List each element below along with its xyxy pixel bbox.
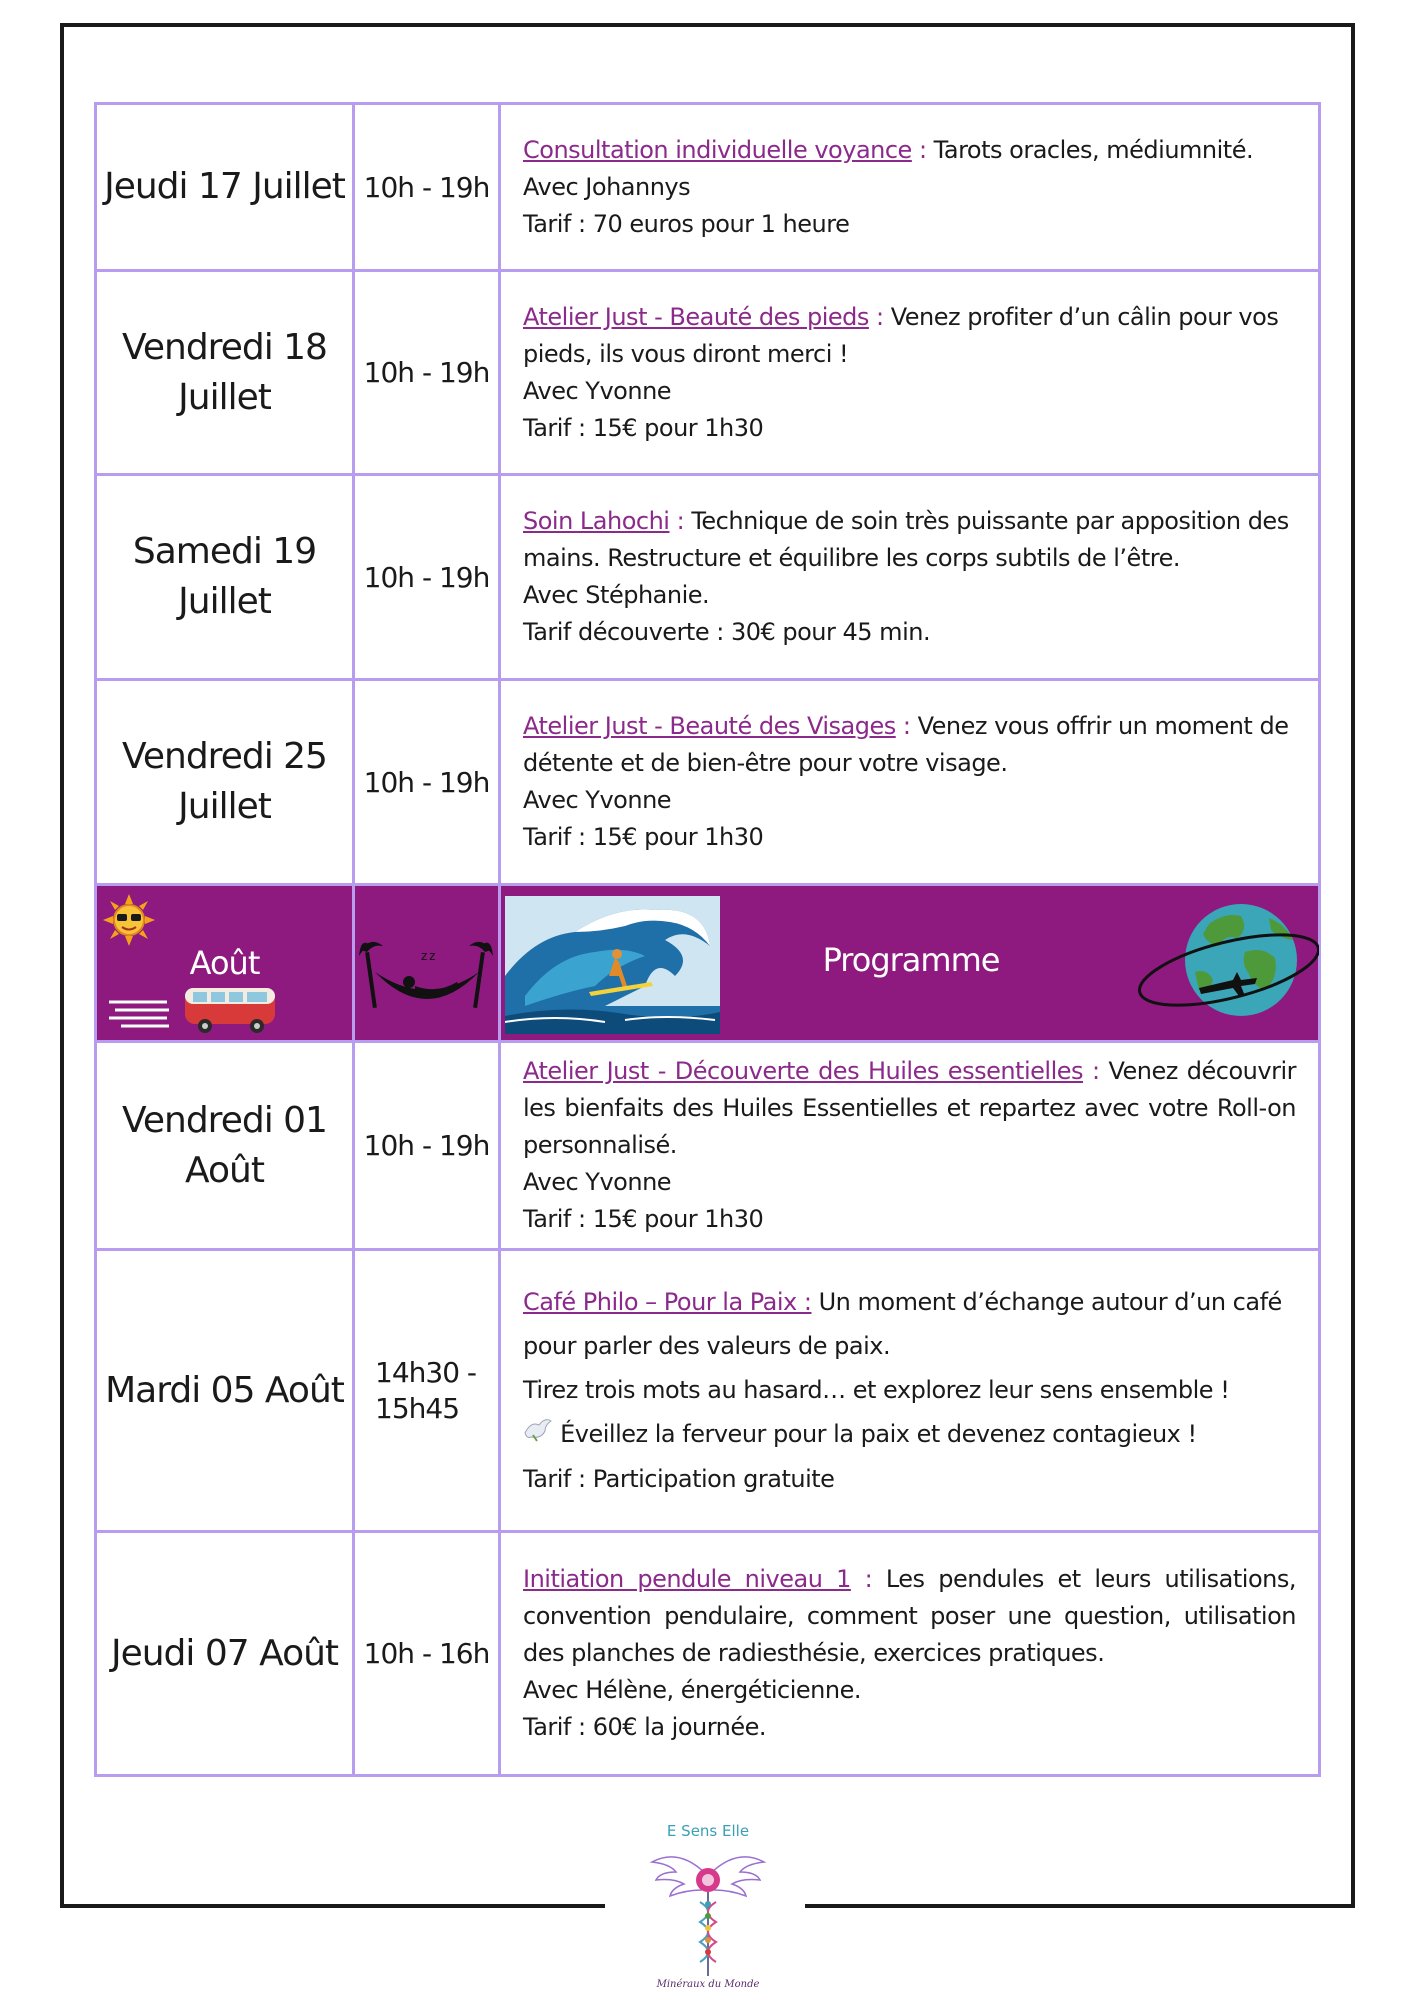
event-date: Jeudi 07 Août xyxy=(96,1532,354,1776)
globe-plane-icon xyxy=(1129,894,1319,1032)
table-row xyxy=(96,104,1320,271)
month-header-row xyxy=(96,885,1320,1042)
dove-icon xyxy=(523,1413,553,1457)
brand-logo xyxy=(648,1822,768,1997)
event-date: Vendredi 25 Juillet xyxy=(96,680,354,885)
event-date: Mardi 05 Août xyxy=(96,1250,354,1532)
event-title-link[interactable]: Atelier Just - Beauté des Visages xyxy=(523,712,896,740)
event-time: 10h - 19h xyxy=(354,1042,500,1250)
event-description: Atelier Just - Beauté des pieds : Venez profiter d’un câlin pour vos pieds, ils vous diront merci ! Avec Yvonne Tarif : 15€ pour 1h30 xyxy=(500,271,1320,475)
event-description: Soin Lahochi : Technique de soin très puissante par apposition des mains. Restructure et équilibre les corps subtils de l’être. Avec Stéphanie. Tarif découverte : 30€ pour 45 min. xyxy=(500,475,1320,680)
event-time: 10h - 19h xyxy=(354,104,500,271)
event-price: Tarif : 60€ la journée. xyxy=(523,1713,767,1741)
hammock-icon xyxy=(357,886,497,1033)
event-text: Venez vous offrir un moment de détente et de bien-être pour votre visage. xyxy=(523,712,1289,777)
winged-caduceus-icon xyxy=(648,1842,768,1980)
event-date: Vendredi 01 Août xyxy=(96,1042,354,1250)
event-description: Atelier Just - Découverte des Huiles essentielles : Venez découvrir les bienfaits des Huiles Essentielles et repartez avec votre Roll-on personnalisé. Avec Yvonne Tarif : 15€ pour 1h30 xyxy=(500,1042,1320,1250)
event-date: Vendredi 18 Juillet xyxy=(96,271,354,475)
frame-bottom-left xyxy=(60,1904,605,1908)
event-line: Éveillez la ferveur pour la paix et devenez contagieux ! xyxy=(553,1420,1197,1448)
table-row xyxy=(96,475,1320,680)
event-host: Avec Hélène, énergéticienne. xyxy=(523,1676,861,1704)
event-text: Tarots oracles, médiumnité. xyxy=(926,135,1254,164)
event-description: Consultation individuelle voyance : Tarots oracles, médiumnité. Avec Johannys Tarif : 70 euros pour 1 heure xyxy=(500,104,1320,271)
month-label: Août xyxy=(189,943,260,982)
event-text: Les pendules et leurs utilisations, convention pendulaire, comment poser une question, utilisation des planches de radiesthésie, exercices pratiques. xyxy=(523,1565,1296,1667)
event-time-end: 15h45 xyxy=(375,1391,460,1425)
event-host: Avec Yvonne xyxy=(523,376,672,405)
table-row xyxy=(96,680,1320,885)
event-time: 10h - 16h xyxy=(354,1532,500,1776)
event-description: Atelier Just - Beauté des Visages : Venez vous offrir un moment de détente et de bien-être pour votre visage. Avec Yvonne Tarif : 15€ pour 1h30 xyxy=(500,680,1320,885)
event-line: Tirez trois mots au hasard… et explorez leur sens ensemble ! xyxy=(523,1376,1230,1404)
program-header-cell xyxy=(500,885,1320,1042)
table-row xyxy=(96,1042,1320,1250)
svg-text:z z: z z xyxy=(420,949,434,963)
event-host: Avec Johannys xyxy=(523,172,691,201)
event-text: Technique de soin très puissante par apposition des mains. Restructure et équilibre les corps subtils de l’être. xyxy=(523,507,1289,572)
table-row xyxy=(96,1250,1320,1532)
logo-tagline: Minéraux du Monde xyxy=(656,1979,760,1990)
event-text: Venez profiter d’un câlin pour vos pieds, ils vous diront merci ! xyxy=(523,302,1279,368)
event-title-link[interactable]: Soin Lahochi xyxy=(523,507,670,535)
wave-surfer-icon xyxy=(505,896,720,1034)
event-price: Tarif : 15€ pour 1h30 xyxy=(523,413,764,442)
event-host: Avec Stéphanie. xyxy=(523,581,710,609)
event-date: Samedi 19 Juillet xyxy=(96,475,354,680)
hammock-cell xyxy=(354,885,500,1042)
event-text: Un moment d’échange autour d’un café pour parler des valeurs de paix. xyxy=(523,1288,1282,1360)
event-price: Tarif : 70 euros pour 1 heure xyxy=(523,209,850,238)
event-time xyxy=(354,1250,500,1532)
event-price: Tarif : 15€ pour 1h30 xyxy=(523,823,764,851)
event-time-start: 14h30 - xyxy=(375,1355,477,1389)
event-description: Initiation pendule niveau 1 : Les pendules et leurs utilisations, convention pendulaire, comment poser une question, utilisation des planches de radiesthésie, exercices pratiques. Avec Hélène, énergéticienne. Tarif : 60€ la journée. xyxy=(500,1532,1320,1776)
event-price: Tarif découverte : 30€ pour 45 min. xyxy=(523,618,931,646)
program-label: Programme xyxy=(822,940,1000,979)
event-title-link[interactable]: Atelier Just - Beauté des pieds xyxy=(523,302,869,331)
table-row xyxy=(96,1532,1320,1776)
event-title-link[interactable]: Consultation individuelle voyance xyxy=(523,135,912,164)
event-time: 10h - 19h xyxy=(354,680,500,885)
event-text: Venez découvrir les bienfaits des Huiles Essentielles et repartez avec votre Roll-on personnalisé. xyxy=(523,1057,1296,1159)
month-header-cell xyxy=(96,885,354,1042)
event-host: Avec Yvonne xyxy=(523,786,672,814)
event-time: 10h - 19h xyxy=(354,475,500,680)
event-price: Tarif : 15€ pour 1h30 xyxy=(523,1205,764,1233)
event-title-link[interactable]: Café Philo – Pour la Paix : xyxy=(523,1288,812,1316)
table-row xyxy=(96,271,1320,475)
event-title-link[interactable]: Atelier Just - Découverte des Huiles essentielles xyxy=(523,1057,1084,1085)
logo-name: E Sens Elle xyxy=(666,1822,750,1840)
event-time: 10h - 19h xyxy=(354,271,500,475)
event-description xyxy=(500,1250,1320,1532)
frame-bottom-right xyxy=(805,1904,1355,1908)
event-title-link[interactable]: Initiation pendule niveau 1 xyxy=(523,1565,851,1593)
event-date: Jeudi 17 Juillet xyxy=(96,104,354,271)
van-icon xyxy=(107,982,287,1034)
event-price: Tarif : Participation gratuite xyxy=(523,1465,835,1493)
event-host: Avec Yvonne xyxy=(523,1168,672,1196)
schedule-table xyxy=(94,102,1321,1777)
